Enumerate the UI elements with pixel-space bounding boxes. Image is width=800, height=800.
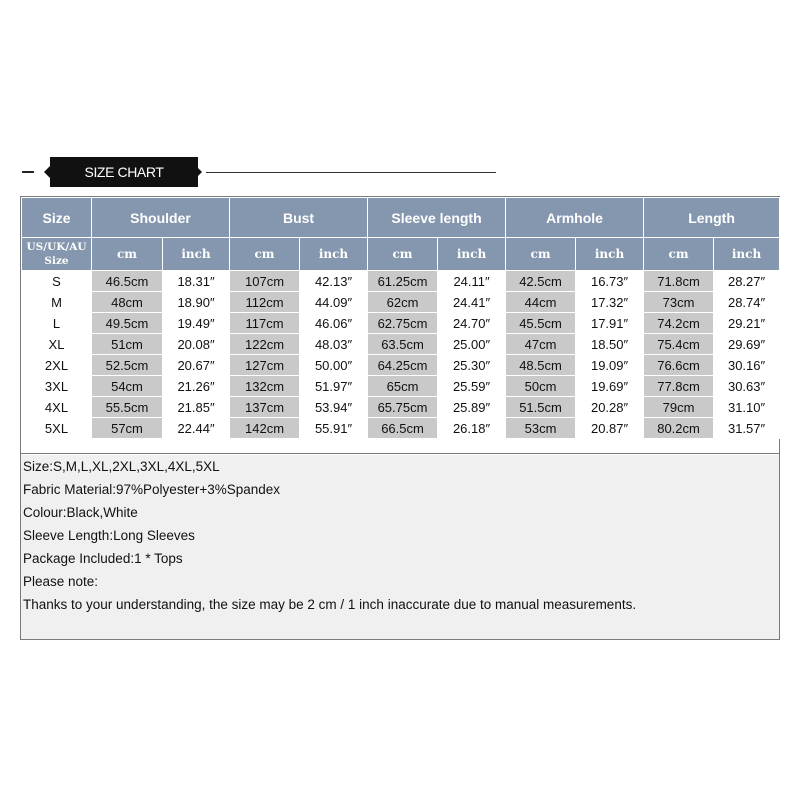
cm-cell: 74.2cm [644, 313, 714, 334]
cm-cell: 79cm [644, 397, 714, 418]
region-size-label: US/UK/AU Size [22, 238, 92, 271]
size-cell: S [22, 271, 92, 292]
inch-cell: 21.85″ [163, 397, 230, 418]
inch-cell: 30.16″ [714, 355, 780, 376]
cm-cell: 76.6cm [644, 355, 714, 376]
info-sizes: Size:S,M,L,XL,2XL,3XL,4XL,5XL [23, 459, 220, 474]
cm-cell: 61.25cm [368, 271, 438, 292]
unit-cm: cm [644, 238, 714, 271]
cm-cell: 62cm [368, 292, 438, 313]
inch-cell: 22.44″ [163, 418, 230, 439]
size-chart-frame [20, 196, 780, 640]
inch-cell: 20.08″ [163, 334, 230, 355]
unit-cm: cm [506, 238, 576, 271]
unit-header-row [22, 238, 780, 271]
unit-inch: inch [714, 238, 780, 271]
shoulder-header: Shoulder [92, 198, 230, 238]
inch-cell: 28.27″ [714, 271, 780, 292]
inch-cell: 50.00″ [300, 355, 368, 376]
cm-cell: 54cm [92, 376, 163, 397]
inch-cell: 55.91″ [300, 418, 368, 439]
inch-cell: 19.49″ [163, 313, 230, 334]
inch-cell: 46.06″ [300, 313, 368, 334]
inch-cell: 18.90″ [163, 292, 230, 313]
unit-inch: inch [576, 238, 644, 271]
cm-cell: 51cm [92, 334, 163, 355]
inch-cell: 20.28″ [576, 397, 644, 418]
inch-cell: 25.30″ [438, 355, 506, 376]
cm-cell: 42.5cm [506, 271, 576, 292]
inch-cell: 24.11″ [438, 271, 506, 292]
inch-cell: 26.18″ [438, 418, 506, 439]
info-note-label: Please note: [23, 574, 99, 589]
cm-cell: 46.5cm [92, 271, 163, 292]
cm-cell: 50cm [506, 376, 576, 397]
inch-cell: 18.50″ [576, 334, 644, 355]
cm-cell: 142cm [230, 418, 300, 439]
inch-cell: 48.03″ [300, 334, 368, 355]
cm-cell: 51.5cm [506, 397, 576, 418]
product-info-panel [21, 455, 779, 639]
inch-cell: 28.74″ [714, 292, 780, 313]
inch-cell: 44.09″ [300, 292, 368, 313]
cm-cell: 48.5cm [506, 355, 576, 376]
inch-cell: 25.89″ [438, 397, 506, 418]
table-row [22, 334, 780, 355]
cm-cell: 47cm [506, 334, 576, 355]
table-row [22, 313, 780, 334]
info-fabric: Fabric Material:97%Polyester+3%Spandex [23, 482, 281, 497]
info-colour: Colour:Black,White [23, 505, 138, 520]
size-cell: 2XL [22, 355, 92, 376]
banner-rule [206, 172, 496, 173]
table-row [22, 292, 780, 313]
unit-cm: cm [230, 238, 300, 271]
cm-cell: 122cm [230, 334, 300, 355]
cm-cell: 112cm [230, 292, 300, 313]
inch-cell: 29.69″ [714, 334, 780, 355]
cm-cell: 57cm [92, 418, 163, 439]
cm-cell: 127cm [230, 355, 300, 376]
inch-cell: 24.41″ [438, 292, 506, 313]
sleeve-length-header: Sleeve length [368, 198, 506, 238]
unit-inch: inch [438, 238, 506, 271]
inch-cell: 19.69″ [576, 376, 644, 397]
inch-cell: 20.67″ [163, 355, 230, 376]
inch-cell: 21.26″ [163, 376, 230, 397]
info-sleeve-length: Sleeve Length:Long Sleeves [23, 528, 195, 543]
inch-cell: 24.70″ [438, 313, 506, 334]
info-divider [21, 453, 779, 454]
cm-cell: 137cm [230, 397, 300, 418]
banner-dash-left [22, 171, 34, 173]
table-row [22, 376, 780, 397]
table-row [22, 271, 780, 292]
inch-cell: 31.57″ [714, 418, 780, 439]
inch-cell: 17.91″ [576, 313, 644, 334]
cm-cell: 117cm [230, 313, 300, 334]
info-note-text: Thanks to your understanding, the size may be 2 cm / 1 inch inaccurate due to manual measurements. [23, 597, 637, 612]
inch-cell: 30.63″ [714, 376, 780, 397]
inch-cell: 25.00″ [438, 334, 506, 355]
cm-cell: 77.8cm [644, 376, 714, 397]
cm-cell: 49.5cm [92, 313, 163, 334]
inch-cell: 25.59″ [438, 376, 506, 397]
size-column-header: Size [22, 198, 92, 238]
size-cell: 5XL [22, 418, 92, 439]
inch-cell: 18.31″ [163, 271, 230, 292]
inch-cell: 19.09″ [576, 355, 644, 376]
cm-cell: 66.5cm [368, 418, 438, 439]
size-cell: XL [22, 334, 92, 355]
unit-inch: inch [300, 238, 368, 271]
cm-cell: 65.75cm [368, 397, 438, 418]
inch-cell: 29.21″ [714, 313, 780, 334]
cm-cell: 48cm [92, 292, 163, 313]
cm-cell: 44cm [506, 292, 576, 313]
cm-cell: 73cm [644, 292, 714, 313]
cm-cell: 80.2cm [644, 418, 714, 439]
size-chart-banner [22, 152, 482, 192]
cm-cell: 63.5cm [368, 334, 438, 355]
size-table [21, 197, 780, 439]
cm-cell: 65cm [368, 376, 438, 397]
size-cell: L [22, 313, 92, 334]
banner-title: SIZE CHART [50, 157, 198, 187]
cm-cell: 64.25cm [368, 355, 438, 376]
info-package: Package Included:1 * Tops [23, 551, 183, 566]
cm-cell: 55.5cm [92, 397, 163, 418]
inch-cell: 16.73″ [576, 271, 644, 292]
inch-cell: 17.32″ [576, 292, 644, 313]
unit-cm: cm [92, 238, 163, 271]
inch-cell: 42.13″ [300, 271, 368, 292]
table-row [22, 397, 780, 418]
inch-cell: 31.10″ [714, 397, 780, 418]
table-row [22, 418, 780, 439]
cm-cell: 62.75cm [368, 313, 438, 334]
armhole-header: Armhole [506, 198, 644, 238]
unit-inch: inch [163, 238, 230, 271]
cm-cell: 71.8cm [644, 271, 714, 292]
size-cell: 3XL [22, 376, 92, 397]
size-cell: 4XL [22, 397, 92, 418]
table-row [22, 355, 780, 376]
unit-cm: cm [368, 238, 438, 271]
cm-cell: 75.4cm [644, 334, 714, 355]
cm-cell: 45.5cm [506, 313, 576, 334]
inch-cell: 20.87″ [576, 418, 644, 439]
banner-bracket-right [192, 162, 202, 182]
cm-cell: 107cm [230, 271, 300, 292]
inch-cell: 51.97″ [300, 376, 368, 397]
cm-cell: 52.5cm [92, 355, 163, 376]
size-cell: M [22, 292, 92, 313]
bust-header: Bust [230, 198, 368, 238]
cm-cell: 132cm [230, 376, 300, 397]
cm-cell: 53cm [506, 418, 576, 439]
inch-cell: 53.94″ [300, 397, 368, 418]
length-header: Length [644, 198, 780, 238]
